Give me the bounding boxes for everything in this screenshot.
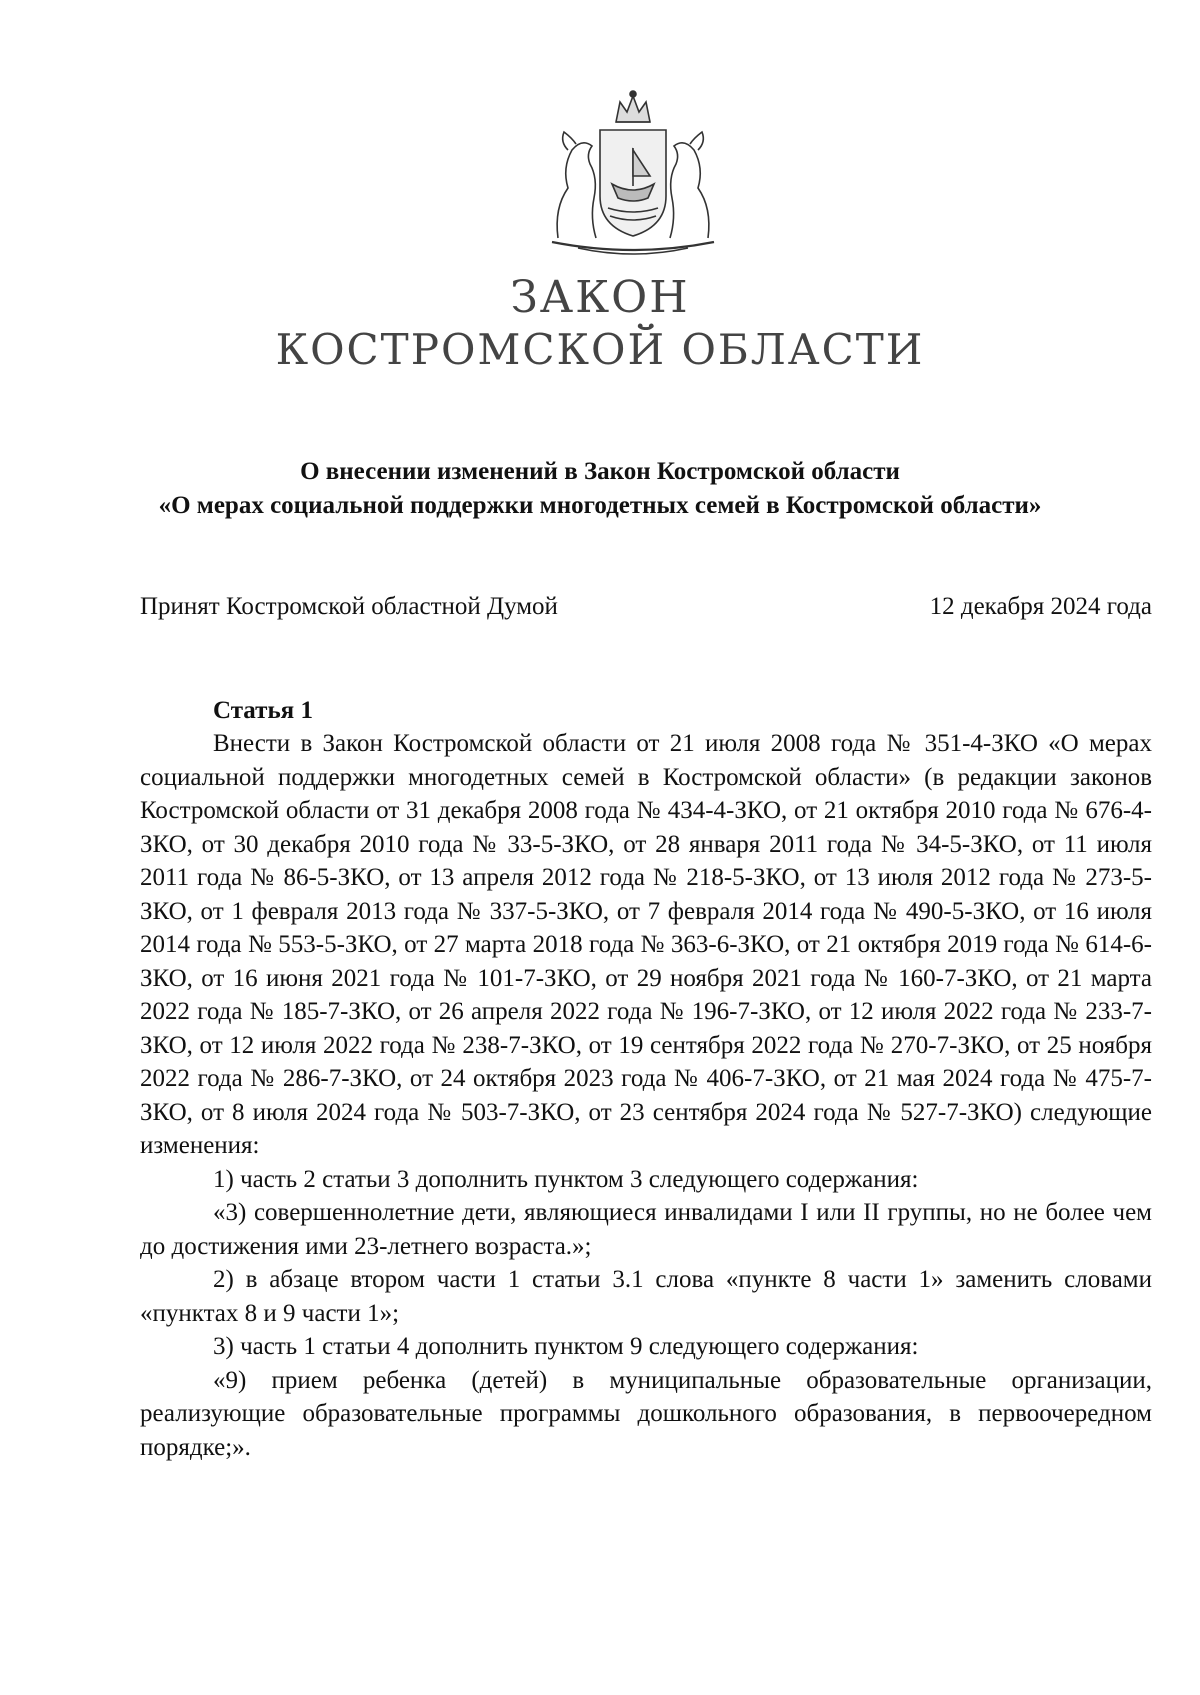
amendment-item: «9) прием ребенка (детей) в муниципальные образовательные организации, реализующие образовательные программы дошкольного образования, в первоочередном порядке;». [140,1366,1152,1461]
adoption-date: 12 декабря 2024 года [929,593,1152,620]
amendment-item: «3) совершеннолетние дети, являющиеся инвалидами I или II группы, но не более чем до достижения ими 23-летнего возраста.»; [140,1199,1152,1260]
article-body [140,727,1152,1464]
adopted-by: Принят Костромской областной Думой [140,593,558,620]
law-title-line1: ЗАКОН [510,272,690,323]
document-subject-line2: «О мерах социальной поддержки многодетных семей в Костромской области» [158,492,1042,519]
amendment-item: 3) часть 1 статьи 4 дополнить пунктом 9 следующего содержания: [213,1333,919,1360]
kostroma-coat-of-arms-icon [538,88,728,256]
law-title-line2: КОСТРОМСКОЙ ОБЛАСТИ [275,325,925,374]
amendment-item: 2) в абзаце втором части 1 статьи 3.1 слова «пункте 8 части 1» заменить словами «пунктах 8 и 9 части 1»; [140,1266,1152,1327]
article-heading: Статья 1 [213,697,313,724]
document-subject-line1: О внесении изменений в Закон Костромской области [300,458,900,485]
adoption-info [140,593,1152,621]
article-intro-paragraph: Внести в Закон Костромской области от 21 июля 2008 года № 351-4-ЗКО «О мерах социальной поддержки многодетных семей в Костромской области» (в редакции законов Костромской области от 31 декабря 2008 года № 434-4-ЗКО, от 21 октября 2010 года № 676-4-ЗКО, от 30 декабря 2010 года № 33-5-ЗКО, от 28 января 2011 года № 34-5-ЗКО, от 11 июля 2011 года № 86-5-ЗКО, от 13 апреля 2012 года № 218-5-ЗКО, от 13 июля 2012 года № 273-5-ЗКО, от 1 февраля 2013 года № 337-5-ЗКО, от 7 февраля 2014 года № 490-5-ЗКО, от 16 июля 2014 года № 553-5-ЗКО, от 27 марта 2018 года № 363-6-ЗКО, от 21 октября 2019 года № 614-6-ЗКО, от 16 июня 2021 года № 101-7-ЗКО, от 29 ноября 2021 года № 160-7-ЗКО, от 21 марта 2022 года № 185-7-ЗКО, от 26 апреля 2022 года № 196-7-ЗКО, от 12 июля 2022 года № 233-7-ЗКО, от 12 июля 2022 года № 238-7-ЗКО, от 19 сентября 2022 года № 270-7-ЗКО, от 25 ноября 2022 года № 286-7-ЗКО, от 24 октября 2023 года № 406-7-ЗКО, от 21 мая 2024 года № 475-7-ЗКО, от 8 июля 2024 года № 503-7-ЗКО, от 23 сентября 2024 года № 527-7-ЗКО) следующие изменения: [140,730,1152,1159]
amendment-item: 1) часть 2 статьи 3 дополнить пунктом 3 следующего содержания: [213,1165,919,1193]
